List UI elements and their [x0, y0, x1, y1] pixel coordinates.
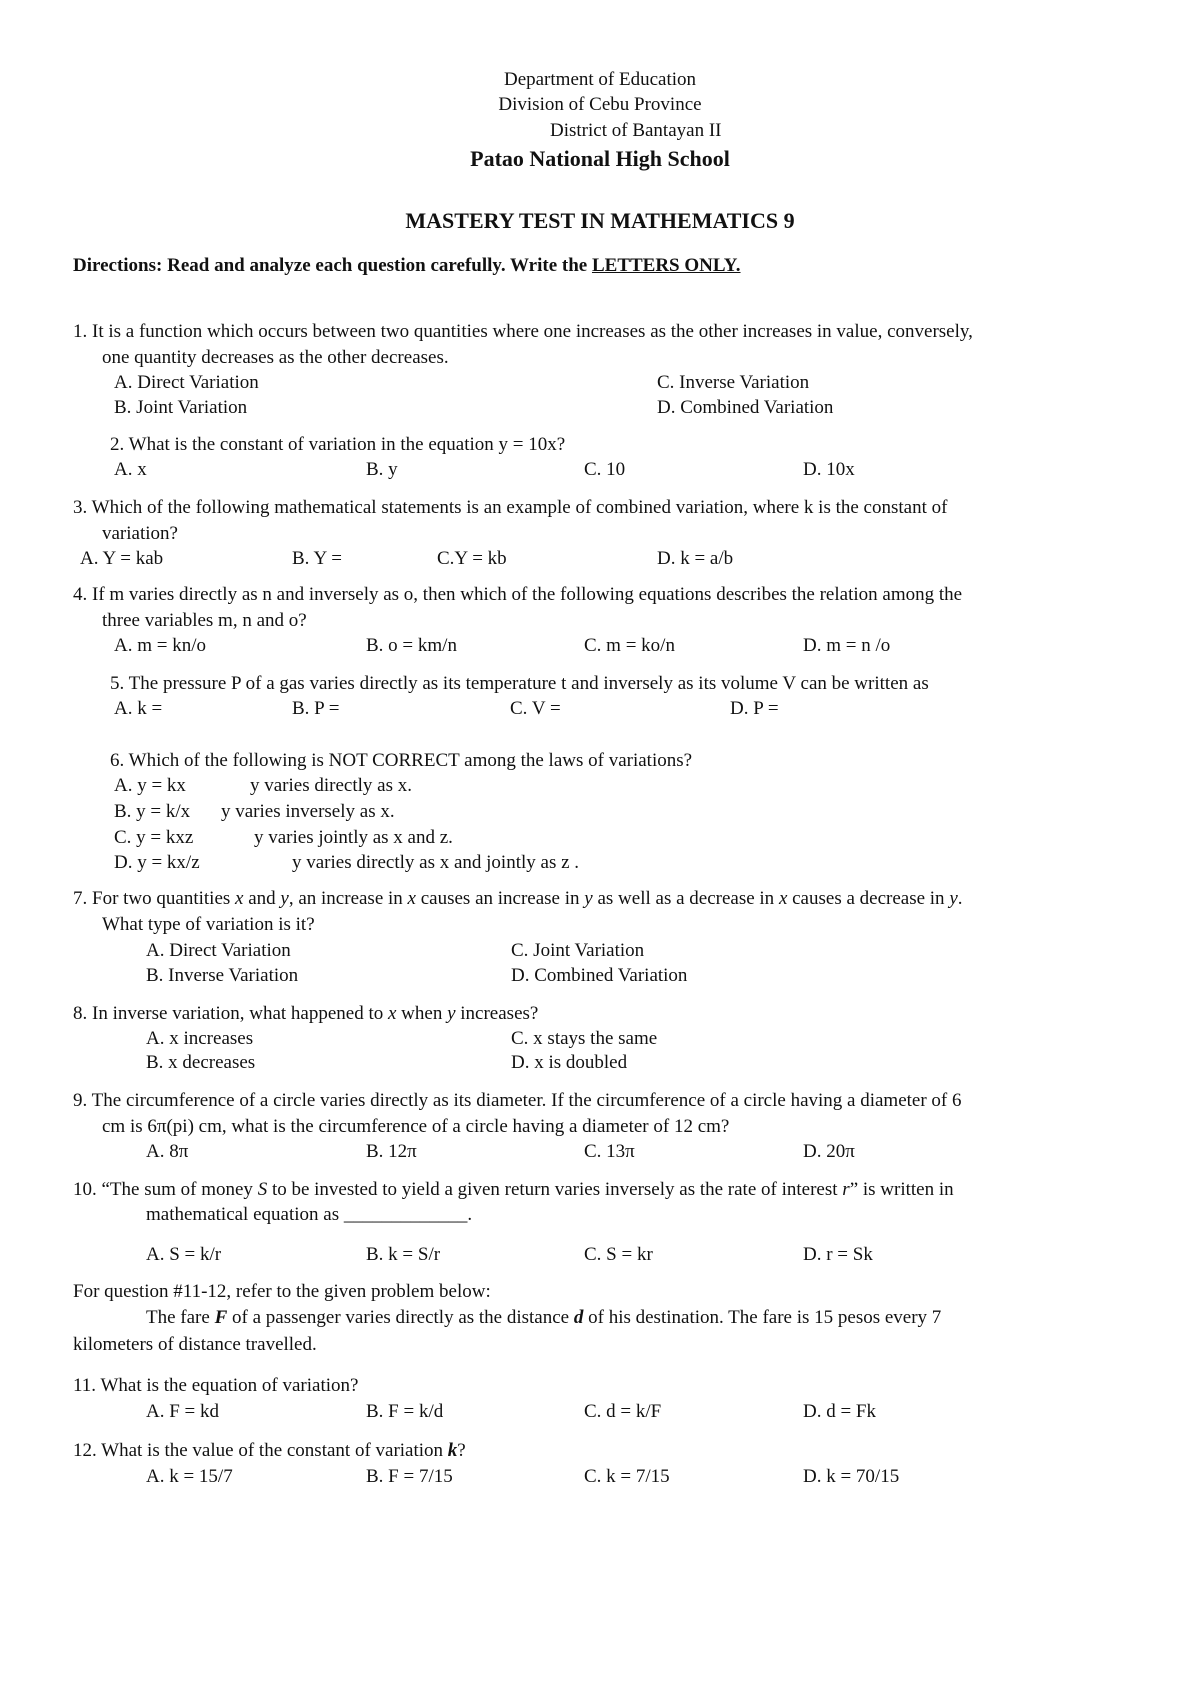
ref-text-3: of his destination. The fare is 15 pesos every 7 [583, 1307, 942, 1328]
q3-option-c: C.Y = kb [437, 548, 507, 569]
q7-var-x: x [235, 888, 244, 909]
q11-text: 11. What is the equation of variation? [73, 1375, 359, 1396]
q4-option-c: C. m = ko/n [584, 635, 675, 656]
q8-text-2: when [396, 1003, 448, 1024]
q6-option-a-desc: y varies directly as x. [250, 775, 412, 796]
q7-option-d: D. Combined Variation [511, 965, 688, 986]
q7-line1 [73, 887, 963, 911]
q10-text-1: 10. “The sum of money [73, 1179, 258, 1200]
q7-text-2: and [243, 888, 281, 909]
q10-option-d: D. r = Sk [803, 1244, 873, 1265]
q5-option-a: A. k = [114, 698, 163, 719]
ref-text-1: The fare [146, 1307, 215, 1328]
q10-text-3: ” is written in [849, 1179, 954, 1200]
q4-line1: 4. If m varies directly as n and inversely as o, then which of the following equations describes the relation among the [73, 584, 963, 605]
q12-var-k: k [447, 1440, 458, 1461]
q3-line1: 3. Which of the following mathematical statements is an example of combined variation, where k is the constant of [73, 497, 948, 518]
q9-option-a: A. 8π [146, 1141, 189, 1162]
q10-line2: mathematical equation as _____________. [146, 1204, 473, 1225]
q10-option-a: A. S = k/r [146, 1244, 222, 1265]
ref-problem-line [146, 1306, 941, 1330]
q1-line1: 1. It is a function which occurs between two quantities where one increases as the other increases in value, conversely, [73, 321, 973, 342]
q1-line2: one quantity decreases as the other decreases. [102, 347, 449, 368]
q7-text-1: 7. For two quantities [73, 888, 236, 909]
q3-option-d: D. k = a/b [657, 548, 734, 569]
directions [73, 254, 741, 278]
directions-emphasis: LETTERS ONLY. [591, 255, 741, 276]
q2-text: 2. What is the constant of variation in the equation y = 10x? [110, 434, 566, 455]
q9-option-b: B. 12π [366, 1141, 417, 1162]
ref-var-d: d [573, 1307, 584, 1328]
q4-option-a: A. m = kn/o [114, 635, 206, 656]
q10-option-c: C. S = kr [584, 1244, 653, 1265]
q9-option-c: C. 13π [584, 1141, 635, 1162]
q10-text-2: to be invested to yield a given return varies inversely as the rate of interest [267, 1179, 843, 1200]
q8-option-a: A. x increases [146, 1028, 254, 1049]
q9-line2: cm is 6π(pi) cm, what is the circumference of a circle having a diameter of 12 cm? [102, 1116, 730, 1137]
q5-option-c: C. V = [510, 698, 561, 719]
q7-option-b: B. Inverse Variation [146, 965, 299, 986]
q6-text: 6. Which of the following is NOT CORRECT among the laws of variations? [110, 750, 693, 771]
ref-intro: For question #11-12, refer to the given problem below: [73, 1281, 491, 1302]
q6-option-b-eq: B. y = k/x [114, 801, 191, 822]
q6-option-c-eq: C. y = kxz [114, 827, 194, 848]
q7-option-c: C. Joint Variation [511, 940, 645, 961]
q8-option-b: B. x decreases [146, 1052, 256, 1073]
q3-line2: variation? [102, 523, 178, 544]
q7-var-x-3: x [778, 888, 788, 909]
q3-option-a: A. Y = kab [80, 548, 164, 569]
q6-option-c-desc: y varies jointly as x and z. [254, 827, 453, 848]
q1-option-b: B. Joint Variation [114, 397, 248, 418]
q11-option-c: C. d = k/F [584, 1401, 662, 1422]
q8-option-d: D. x is doubled [511, 1052, 628, 1073]
dept-line: Department of Education [503, 69, 697, 90]
q12-option-d: D. k = 70/15 [803, 1466, 900, 1487]
q10-option-b: B. k = S/r [366, 1244, 441, 1265]
q10-var-r: r [842, 1179, 850, 1200]
q3-option-b: B. Y = [292, 548, 342, 569]
q6-option-b-desc: y varies inversely as x. [221, 801, 395, 822]
q2-option-a: A. x [114, 459, 147, 480]
q1-option-c: C. Inverse Variation [657, 372, 810, 393]
test-title: MASTERY TEST IN MATHEMATICS 9 [405, 208, 795, 233]
district-line: District of Bantayan II [550, 120, 722, 141]
ref-problem-line2: kilometers of distance travelled. [73, 1334, 317, 1355]
ref-var-f: F [214, 1307, 228, 1328]
q5-option-d: D. P = [730, 698, 779, 719]
q7-var-y: y [280, 888, 289, 909]
q10-var-s: S [257, 1179, 268, 1200]
q8-text-1: 8. In inverse variation, what happened to [73, 1003, 388, 1024]
q2-option-b: B. y [366, 459, 398, 480]
q12-text-2: ? [457, 1440, 466, 1461]
q9-option-d: D. 20π [803, 1141, 855, 1162]
directions-text: Directions: Read and analyze each question carefully. Write the [73, 255, 592, 276]
q7-var-x-2: x [407, 888, 416, 909]
q6-option-d-eq: D. y = kx/z [114, 852, 200, 873]
q8-text [73, 1002, 538, 1026]
q10-line1 [73, 1178, 954, 1202]
q2-option-c: C. 10 [584, 459, 626, 480]
q2-option-d: D. 10x [803, 459, 855, 480]
q4-option-b: B. o = km/n [366, 635, 457, 656]
q7-var-y-3: y [949, 888, 958, 909]
q7-text-5: as well as a decrease in [592, 888, 779, 909]
q7-text-3: , an increase in [288, 888, 408, 909]
school-name: Patao National High School [470, 146, 730, 171]
q4-option-d: D. m = n /o [803, 635, 891, 656]
q8-text-3: increases? [455, 1003, 539, 1024]
q12-option-b: B. F = 7/15 [366, 1466, 453, 1487]
q7-var-y-2: y [584, 888, 593, 909]
q11-option-a: A. F = kd [146, 1401, 220, 1422]
q11-option-b: B. F = k/d [366, 1401, 444, 1422]
division-line: Division of Cebu Province [498, 94, 702, 115]
q12-option-a: A. k = 15/7 [146, 1466, 233, 1487]
q7-text-4: causes an increase in [415, 888, 585, 909]
q7-text-7: . [957, 888, 963, 909]
q7-option-a: A. Direct Variation [146, 940, 291, 961]
q8-var-x: x [387, 1003, 397, 1024]
q4-line2: three variables m, n and o? [102, 610, 307, 631]
q7-line2: What type of variation is it? [102, 914, 315, 935]
q5-text: 5. The pressure P of a gas varies directly as its temperature t and inversely as its volume V can be written as [110, 673, 929, 694]
q12-option-c: C. k = 7/15 [584, 1466, 670, 1487]
q5-option-b: B. P = [292, 698, 340, 719]
q6-option-d-desc: y varies directly as x and jointly as z . [292, 852, 580, 873]
ref-text-2: of a passenger varies directly as the distance [227, 1307, 574, 1328]
q12-text [73, 1439, 466, 1463]
q7-text-6: causes a decrease in [787, 888, 950, 909]
q6-option-a-eq: A. y = kx [114, 775, 186, 796]
q8-option-c: C. x stays the same [511, 1028, 658, 1049]
q11-option-d: D. d = Fk [803, 1401, 877, 1422]
q8-var-y: y [447, 1003, 456, 1024]
q12-text-1: 12. What is the value of the constant of variation [73, 1440, 448, 1461]
q1-option-d: D. Combined Variation [657, 397, 834, 418]
q9-line1: 9. The circumference of a circle varies directly as its diameter. If the circumference of a circle having a diameter of 6 [73, 1090, 962, 1111]
q1-option-a: A. Direct Variation [114, 372, 259, 393]
